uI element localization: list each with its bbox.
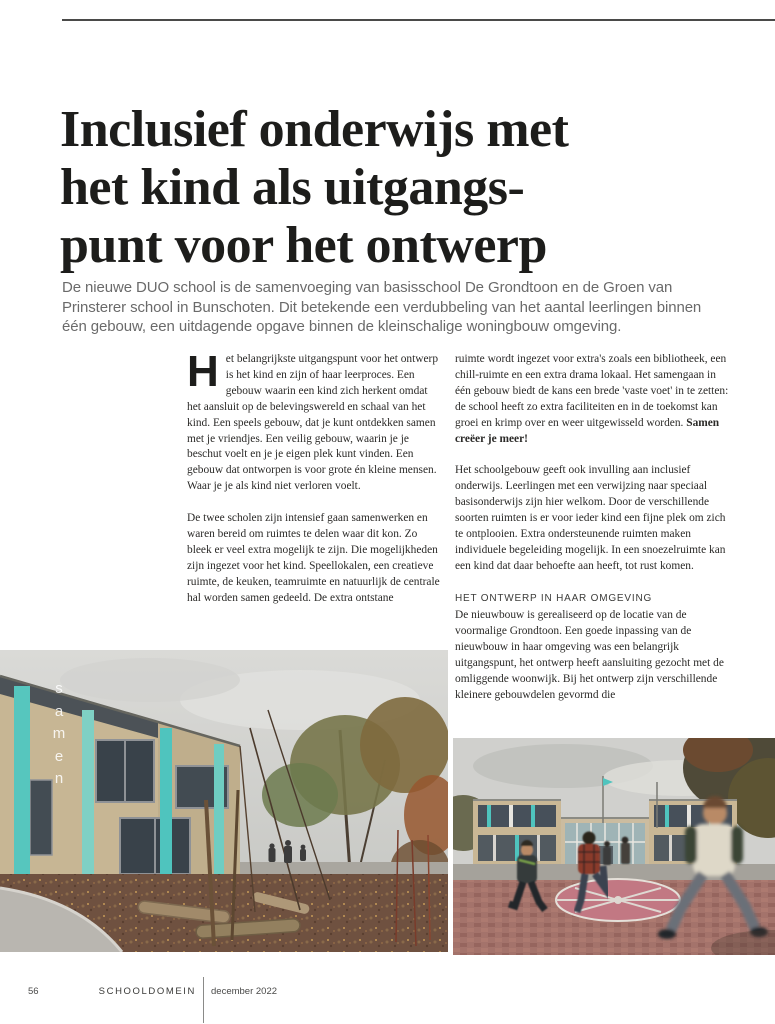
footer-divider <box>203 977 204 1023</box>
magazine-name: SCHOOLDOMEIN <box>98 986 196 997</box>
right-photo-illustration <box>453 738 775 955</box>
paragraph-5: De nieuwbouw is gerealiseerd op de locatie van de voormalige Grondtoon. Een goede inpassing van de nieuwbouw in haar omgeving was een belangrijk uitgangspunt, het ontwerp heeft aansluiting gezocht met de omliggende woonwijk. Bij het ontwerp zijn verschillende kleinere gebouwdelen gevormd die <box>455 609 724 701</box>
article-headline <box>60 101 740 275</box>
left-photo-schoolyard <box>0 650 448 952</box>
body-column-right <box>455 352 733 720</box>
issue-date: december 2022 <box>211 986 278 997</box>
paragraph-3-text: ruimte wordt ingezet voor extra's zoals een bibliotheek, een chill-ruimte en een extra drama lokaal. Het samengaan in één gebouw biedt de kans een brede 'vaste voet' in te zetten: de school heeft zo extra faciliteiten en in de toekomst kan groei en krimp over en weer uitgewisseld worden. <box>455 353 729 429</box>
body-column-left <box>187 347 444 622</box>
dropcap: H <box>187 347 219 396</box>
paragraph-1 <box>187 347 444 495</box>
headline-line-2: het kind als uitgangs- <box>60 158 525 216</box>
signage-letter: s <box>55 680 63 697</box>
paragraph-1-text: et belangrijkste uitgangspunt voor het ontwerp is het kind en zijn of haar leerproces. Een gebouw waarin een kind zich herkent omdat het aansluit op de belevingswereld en schaal van het kind. Een speels gebouw, dat je kunt ontdekken samen met je vriendjes. Een veilig gebouw, waarin je je beschut voelt en je je eigen plek kunt vinden. Een gebouw dat ontworpen is voor grote én kleine mensen. Waar je je als kind niet verloren voelt. <box>187 353 439 493</box>
signage-letter: n <box>54 770 64 787</box>
top-rule <box>62 19 775 21</box>
building-signage-samen <box>52 678 66 791</box>
paragraph-3-bold: Samen creëer je meer! <box>455 416 720 445</box>
paragraph-3 <box>455 352 733 447</box>
section-heading: HET ONTWERP IN HAAR OMGEVING <box>455 592 653 604</box>
left-photo-illustration <box>0 650 448 952</box>
signage-letter: a <box>54 702 64 720</box>
signage-letter: e <box>54 747 64 765</box>
paragraph-2: De twee scholen zijn intensief gaan samenwerken en waren bereid om ruimtes te delen waar dit kon. Zo bleek er veel extra mogelijk te zijn. Die mogelijkheden zijn ingezet voor het kind. Speellokalen, een creatieve ruimte, de keuken, teamruimte en natuurlijk de centrale hal worden samen gedeeld. De extra ontstane <box>187 512 440 604</box>
page-number: 56 <box>28 986 39 997</box>
signage-letter: m <box>52 725 66 742</box>
headline-line-3: punt voor het ontwerp <box>60 216 547 274</box>
article-intro: De nieuwe DUO school is de samenvoeging van basisschool De Grondtoon en de Groen van Prinsterer school in Bunschoten. Dit betekende een verdubbeling van het aantal leerlingen binnen één gebouw, een uitdagende opgave binnen de kleinschalige woningbouw omgeving. <box>62 279 702 335</box>
right-photo-school-square <box>453 738 775 955</box>
paragraph-4: Het schoolgebouw geeft ook invulling aan inclusief onderwijs. Leerlingen met een verwijzing naar speciaal basisonderwijs zijn hier welkom. Door de verschillende soorten ruimten is er voor ieder kind een fijne plek om zich te ontplooien. Extra ondersteunende ruimten maken individuele begeleiding mogelijk. In een snoezelruimte kan een kind dat daar behoefte aan heeft, tot rust komen. <box>455 464 726 572</box>
page-footer <box>0 975 775 1024</box>
headline-line-1: Inclusief onderwijs met <box>60 100 569 158</box>
